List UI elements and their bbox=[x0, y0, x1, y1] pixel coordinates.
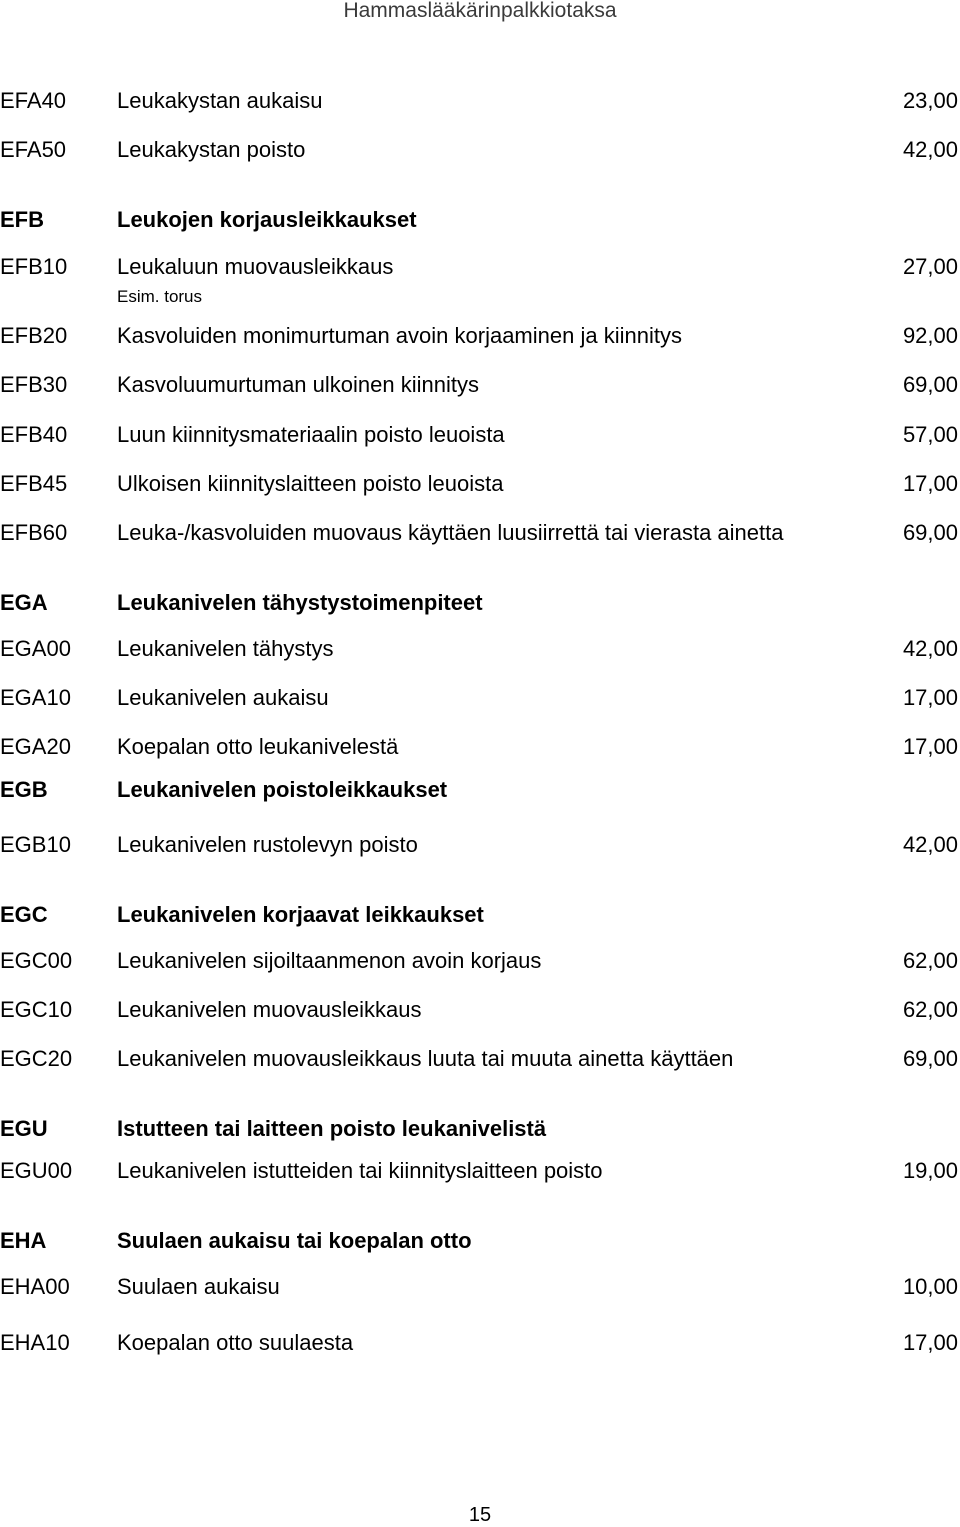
procedure-price: 92,00 bbox=[902, 323, 958, 348]
document-title: Hammaslääkärinpalkkiotaksa bbox=[343, 0, 617, 22]
procedure-description: Leukanivelen aukaisu bbox=[117, 685, 329, 710]
procedure-price: 17,00 bbox=[902, 734, 958, 759]
table-row bbox=[0, 370, 960, 400]
table-row bbox=[0, 683, 960, 713]
procedure-description: Leukakystan aukaisu bbox=[117, 88, 323, 113]
section-header-row bbox=[0, 775, 960, 805]
section-title: Leukojen korjausleikkaukset bbox=[117, 207, 417, 232]
procedure-description: Suulaen aukaisu bbox=[117, 1274, 280, 1299]
procedure-price: 62,00 bbox=[902, 948, 958, 973]
procedure-note: Esim. torus bbox=[117, 287, 203, 306]
procedure-price: 17,00 bbox=[902, 471, 958, 496]
page-number: 15 bbox=[468, 1504, 492, 1526]
procedure-code: EFB20 bbox=[0, 323, 68, 348]
procedure-code: EFA40 bbox=[0, 88, 67, 113]
procedure-code: EGU00 bbox=[0, 1158, 73, 1183]
procedure-code: EHA10 bbox=[0, 1330, 70, 1355]
section-header-row bbox=[0, 1226, 960, 1256]
procedure-description: Ulkoisen kiinnityslaitteen poisto leuoista bbox=[117, 471, 504, 496]
section-code: EGA bbox=[0, 590, 48, 615]
procedure-description: Koepalan otto leukanivelestä bbox=[117, 734, 399, 759]
procedure-code: EGA00 bbox=[0, 636, 71, 661]
procedure-code: EGC10 bbox=[0, 997, 73, 1022]
procedure-price: 19,00 bbox=[902, 1158, 958, 1183]
procedure-price: 10,00 bbox=[902, 1274, 958, 1299]
table-row bbox=[0, 995, 960, 1025]
section-title: Leukanivelen korjaavat leikkaukset bbox=[117, 902, 484, 927]
procedure-code: EGA10 bbox=[0, 685, 71, 710]
procedure-description: Leukanivelen sijoiltaanmenon avoin korjaus bbox=[117, 948, 542, 973]
table-row bbox=[0, 1272, 960, 1302]
section-title: Leukanivelen tähystystoimenpiteet bbox=[117, 590, 483, 615]
procedure-description: Kasvoluiden monimurtuman avoin korjaaminen ja kiinnitys bbox=[117, 323, 682, 348]
procedure-description: Leukaluun muovausleikkaus bbox=[117, 254, 394, 279]
section-header-row bbox=[0, 588, 960, 618]
page-header bbox=[0, 0, 960, 26]
section-code: EFB bbox=[0, 207, 44, 232]
table-row bbox=[0, 634, 960, 664]
procedure-description: Leukanivelen istutteiden tai kiinnityslaitteen poisto bbox=[117, 1158, 603, 1183]
procedure-code: EFB30 bbox=[0, 372, 68, 397]
procedure-code: EGA20 bbox=[0, 734, 71, 759]
procedure-code: EFA50 bbox=[0, 137, 67, 162]
procedure-description: Leukanivelen tähystys bbox=[117, 636, 334, 661]
procedure-price: 42,00 bbox=[902, 137, 958, 162]
procedure-description: Kasvoluumurtuman ulkoinen kiinnitys bbox=[117, 372, 479, 397]
procedure-description: Leuka-/kasvoluiden muovaus käyttäen luusiirrettä tai vierasta ainetta bbox=[117, 520, 784, 545]
table-row bbox=[0, 946, 960, 976]
procedure-price: 57,00 bbox=[902, 422, 958, 447]
procedure-description: Leukanivelen rustolevyn poisto bbox=[117, 832, 418, 857]
procedure-code: EGC00 bbox=[0, 948, 73, 973]
table-row bbox=[0, 830, 960, 860]
procedure-price: 42,00 bbox=[902, 636, 958, 661]
table-row bbox=[0, 1328, 960, 1358]
procedure-price: 17,00 bbox=[902, 1330, 958, 1355]
table-row bbox=[0, 469, 960, 499]
section-code: EGU bbox=[0, 1116, 48, 1141]
procedure-description: Koepalan otto suulaesta bbox=[117, 1330, 354, 1355]
procedure-price: 42,00 bbox=[902, 832, 958, 857]
procedure-code: EFB10 bbox=[0, 254, 68, 279]
procedure-code: EGC20 bbox=[0, 1046, 73, 1071]
procedure-price: 69,00 bbox=[902, 1046, 958, 1071]
table-row bbox=[0, 252, 960, 282]
table-row bbox=[0, 1156, 960, 1186]
table-row bbox=[0, 518, 960, 548]
section-title: Istutteen tai laitteen poisto leukanivelistä bbox=[117, 1116, 547, 1141]
table-row bbox=[0, 86, 960, 116]
section-header-row bbox=[0, 205, 960, 235]
table-row bbox=[0, 135, 960, 165]
procedure-code: EFB60 bbox=[0, 520, 68, 545]
procedure-code: EFB40 bbox=[0, 422, 68, 447]
procedure-description: Leukanivelen muovausleikkaus bbox=[117, 997, 422, 1022]
procedure-code: EFB45 bbox=[0, 471, 68, 496]
section-code: EGB bbox=[0, 777, 48, 802]
section-title: Suulaen aukaisu tai koepalan otto bbox=[117, 1228, 472, 1253]
procedure-price: 27,00 bbox=[902, 254, 958, 279]
procedure-price: 17,00 bbox=[902, 685, 958, 710]
section-header-row bbox=[0, 900, 960, 930]
section-code: EHA bbox=[0, 1228, 47, 1253]
procedure-price: 23,00 bbox=[902, 88, 958, 113]
procedure-description: Luun kiinnitysmateriaalin poisto leuoista bbox=[117, 422, 505, 447]
table-row bbox=[0, 732, 960, 762]
procedure-price: 62,00 bbox=[902, 997, 958, 1022]
section-header-row bbox=[0, 1114, 960, 1144]
procedure-description: Leukakystan poisto bbox=[117, 137, 306, 162]
table-row bbox=[0, 420, 960, 450]
table-row bbox=[0, 321, 960, 351]
table-row bbox=[0, 1044, 960, 1074]
section-title: Leukanivelen poistoleikkaukset bbox=[117, 777, 448, 802]
procedure-description: Leukanivelen muovausleikkaus luuta tai muuta ainetta käyttäen bbox=[117, 1046, 734, 1071]
procedure-price: 69,00 bbox=[902, 520, 958, 545]
procedure-code: EGB10 bbox=[0, 832, 71, 857]
procedure-price: 69,00 bbox=[902, 372, 958, 397]
section-code: EGC bbox=[0, 902, 48, 927]
procedure-code: EHA00 bbox=[0, 1274, 70, 1299]
